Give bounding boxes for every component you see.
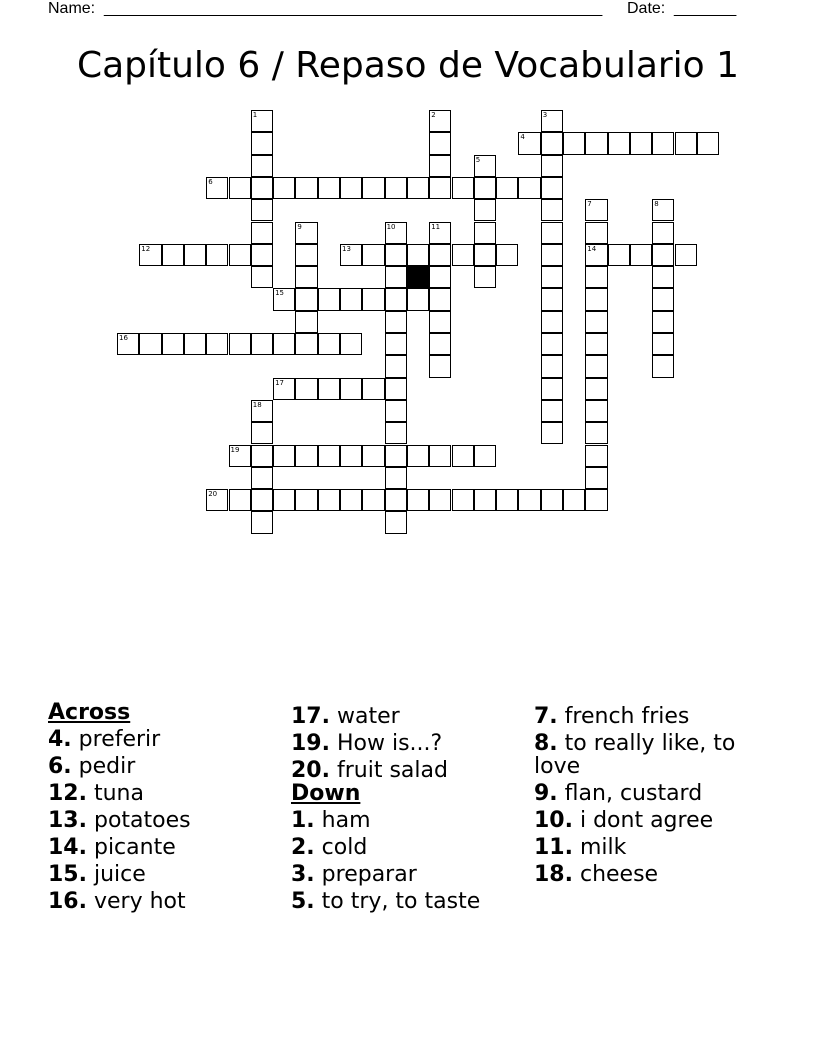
crossword-cell[interactable]: [340, 288, 362, 310]
crossword-cell[interactable]: [541, 155, 563, 177]
clue-text: french fries: [564, 704, 690, 729]
clues-column-2: [291, 701, 531, 913]
crossword-cell[interactable]: [652, 199, 674, 221]
clues-column-1: [48, 701, 288, 913]
crossword-cell[interactable]: [474, 266, 496, 288]
crossword-cell[interactable]: [407, 445, 429, 467]
crossword-cell[interactable]: [362, 378, 384, 400]
clue-text: preparar: [321, 862, 417, 887]
clue-number: 3: [542, 111, 548, 119]
crossword-cell[interactable]: [251, 489, 273, 511]
crossword-cell[interactable]: [585, 311, 607, 333]
crossword-cell[interactable]: [251, 155, 273, 177]
crossword-cell[interactable]: [585, 132, 607, 154]
clue-text: tuna: [93, 781, 144, 806]
crossword-cell[interactable]: [541, 110, 563, 132]
clue-item: [48, 728, 288, 751]
crossword-block: [407, 266, 429, 288]
clue-number: 13: [342, 244, 351, 253]
crossword-cell[interactable]: [541, 132, 563, 154]
crossword-cell[interactable]: [541, 355, 563, 377]
crossword-cell[interactable]: [630, 244, 652, 266]
crossword-cell[interactable]: [362, 445, 384, 467]
clue-text: pedir: [78, 754, 136, 779]
crossword-cell[interactable]: [385, 244, 407, 266]
crossword-cell[interactable]: [407, 288, 429, 310]
clue-number: 10: [386, 222, 396, 231]
crossword-cell[interactable]: [585, 333, 607, 355]
crossword-cell[interactable]: [184, 333, 206, 355]
name-field[interactable]: ________________________________________________________: [104, 0, 603, 17]
clue-number: 14: [587, 244, 597, 253]
crossword-cell[interactable]: [385, 177, 407, 199]
clue-number-label: 10.: [534, 808, 573, 833]
crossword-cell[interactable]: [362, 489, 384, 511]
clue-item: [291, 836, 531, 859]
crossword-cell[interactable]: [295, 445, 317, 467]
crossword-cell[interactable]: [541, 400, 563, 422]
crossword-cell[interactable]: [273, 378, 295, 400]
crossword-cell[interactable]: [362, 177, 384, 199]
clue-text: milk: [579, 835, 627, 860]
crossword-cell[interactable]: [407, 244, 429, 266]
crossword-cell[interactable]: [652, 288, 674, 310]
crossword-cell[interactable]: [585, 489, 607, 511]
clues-column-3: [534, 701, 774, 886]
crossword-cell[interactable]: [385, 422, 407, 444]
crossword-cell[interactable]: [251, 467, 273, 489]
clue-text: to try, to taste: [321, 889, 481, 914]
crossword-cell[interactable]: [452, 177, 474, 199]
crossword-cell[interactable]: [585, 244, 607, 266]
crossword-cell[interactable]: [385, 355, 407, 377]
crossword-cell[interactable]: [630, 132, 652, 154]
crossword-cell[interactable]: [162, 333, 184, 355]
crossword-cell[interactable]: [273, 177, 295, 199]
crossword-cell[interactable]: [385, 311, 407, 333]
crossword-cell[interactable]: [362, 288, 384, 310]
crossword-cell[interactable]: [541, 288, 563, 310]
crossword-cell[interactable]: [340, 244, 362, 266]
crossword-cell[interactable]: [340, 333, 362, 355]
crossword-cell[interactable]: [251, 445, 273, 467]
crossword-cell[interactable]: [251, 222, 273, 244]
clue-number-label: 7.: [534, 704, 558, 729]
clue-item: [291, 732, 531, 755]
crossword-cell[interactable]: [541, 422, 563, 444]
crossword-cell[interactable]: [429, 244, 451, 266]
crossword-cell[interactable]: [429, 445, 451, 467]
clue-number: 18: [252, 400, 262, 409]
crossword-cell[interactable]: [429, 489, 451, 511]
crossword-cell[interactable]: [518, 489, 540, 511]
clue-number-label: 3.: [291, 862, 315, 887]
crossword-cell[interactable]: [407, 177, 429, 199]
crossword-cell[interactable]: [585, 400, 607, 422]
clue-number-label: 20.: [291, 758, 330, 783]
crossword-cell[interactable]: [652, 311, 674, 333]
crossword-cell[interactable]: [295, 378, 317, 400]
crossword-cell[interactable]: [541, 177, 563, 199]
crossword-cell[interactable]: [318, 333, 340, 355]
clue-item: [48, 782, 288, 805]
crossword-cell[interactable]: [229, 333, 251, 355]
crossword-cell[interactable]: [585, 422, 607, 444]
crossword-cell[interactable]: [429, 266, 451, 288]
crossword-cell[interactable]: [251, 511, 273, 533]
crossword-cell[interactable]: [518, 177, 540, 199]
crossword-cell[interactable]: [496, 244, 518, 266]
crossword-cell[interactable]: [652, 333, 674, 355]
crossword-cell[interactable]: [229, 244, 251, 266]
crossword-cell[interactable]: [206, 489, 228, 511]
crossword-cell[interactable]: [385, 266, 407, 288]
crossword-cell[interactable]: [273, 288, 295, 310]
crossword-cell[interactable]: [385, 288, 407, 310]
clue-number-label: 2.: [291, 835, 315, 860]
crossword-cell[interactable]: [429, 155, 451, 177]
crossword-cell[interactable]: [429, 222, 451, 244]
crossword-cell[interactable]: [474, 445, 496, 467]
clue-number-label: 17.: [291, 704, 330, 729]
clue-number: 9: [297, 222, 302, 231]
crossword-cell[interactable]: [139, 244, 161, 266]
clue-text: flan, custard: [564, 781, 703, 806]
crossword-cell[interactable]: [318, 378, 340, 400]
crossword-cell[interactable]: [474, 244, 496, 266]
crossword-cell[interactable]: [541, 311, 563, 333]
clue-number: 2: [431, 111, 436, 119]
down-heading: Down: [291, 781, 361, 806]
crossword-cell[interactable]: [385, 511, 407, 533]
crossword-cell[interactable]: [340, 177, 362, 199]
crossword-cell[interactable]: [318, 288, 340, 310]
clue-text: picante: [93, 835, 176, 860]
date-label: Date:: [627, 0, 666, 17]
crossword-cell[interactable]: [541, 244, 563, 266]
clue-item: [48, 836, 288, 859]
clue-text: cold: [321, 835, 368, 860]
crossword-cell[interactable]: [429, 355, 451, 377]
crossword-cell[interactable]: [229, 177, 251, 199]
crossword-cell[interactable]: [697, 132, 719, 154]
clue-item: [291, 863, 531, 886]
clue-number-label: 14.: [48, 835, 87, 860]
crossword-cell[interactable]: [608, 244, 630, 266]
clue-text: ham: [321, 808, 371, 833]
crossword-cell[interactable]: [452, 244, 474, 266]
clue-text: fruit salad: [336, 758, 448, 783]
clue-number: 20: [208, 490, 218, 499]
crossword-cell[interactable]: [652, 355, 674, 377]
crossword-cell[interactable]: [563, 132, 585, 154]
crossword-cell[interactable]: [429, 110, 451, 132]
clue-item: [48, 890, 288, 913]
clue-item: [534, 863, 774, 886]
crossword-cell[interactable]: [362, 244, 384, 266]
crossword-cell[interactable]: [585, 222, 607, 244]
crossword-cell[interactable]: [608, 132, 630, 154]
crossword-cell[interactable]: [273, 333, 295, 355]
crossword-cell[interactable]: [251, 177, 273, 199]
crossword-cell[interactable]: [385, 222, 407, 244]
clue-number-label: 8.: [534, 731, 558, 756]
crossword-cell[interactable]: [585, 378, 607, 400]
crossword-cell[interactable]: [585, 467, 607, 489]
clue-text: cheese: [579, 862, 659, 887]
clue-number: 15: [275, 289, 285, 298]
crossword-cell[interactable]: [229, 445, 251, 467]
crossword-cell[interactable]: [474, 177, 496, 199]
clue-number-label: 18.: [534, 862, 573, 887]
clue-item: [534, 836, 774, 859]
clue-item: [534, 809, 774, 832]
crossword-cell[interactable]: [295, 489, 317, 511]
crossword-cell[interactable]: [295, 333, 317, 355]
crossword-cell[interactable]: [474, 155, 496, 177]
clue-number: 4: [520, 133, 525, 142]
clue-item: [534, 705, 774, 728]
clue-number-label: 6.: [48, 754, 72, 779]
crossword-cell[interactable]: [652, 244, 674, 266]
clue-number-label: 16.: [48, 889, 87, 914]
crossword-cell[interactable]: [139, 333, 161, 355]
crossword-cell[interactable]: [585, 266, 607, 288]
clue-text: very hot: [93, 889, 186, 914]
clue-number: 8: [654, 200, 659, 209]
crossword-cell[interactable]: [385, 467, 407, 489]
clue-text: potatoes: [93, 808, 191, 833]
crossword-cell[interactable]: [474, 222, 496, 244]
clue-item: [534, 732, 774, 778]
crossword-cell[interactable]: [407, 489, 429, 511]
clue-text: juice: [93, 862, 146, 887]
crossword-cell[interactable]: [318, 489, 340, 511]
crossword-cell[interactable]: [429, 288, 451, 310]
crossword-cell[interactable]: [429, 132, 451, 154]
crossword-cell[interactable]: [273, 445, 295, 467]
crossword-cell[interactable]: [318, 177, 340, 199]
clue-number-label: 9.: [534, 781, 558, 806]
clue-item: [534, 782, 774, 805]
clue-number: 11: [431, 222, 441, 231]
crossword-cell[interactable]: [541, 222, 563, 244]
clue-item: [291, 809, 531, 832]
clue-text: to really like, to love: [534, 731, 736, 779]
crossword-cell[interactable]: [295, 266, 317, 288]
clue-text: i dont agree: [579, 808, 714, 833]
clue-number: 5: [475, 155, 481, 164]
crossword-cell[interactable]: [251, 132, 273, 154]
clue-number: 17: [275, 378, 285, 387]
crossword-cell[interactable]: [251, 266, 273, 288]
crossword-cell[interactable]: [295, 177, 317, 199]
crossword-cell[interactable]: [340, 489, 362, 511]
crossword-cell[interactable]: [541, 266, 563, 288]
crossword-cell[interactable]: [251, 400, 273, 422]
crossword-cell[interactable]: [251, 333, 273, 355]
clue-item: [291, 759, 531, 782]
clue-number-label: 12.: [48, 781, 87, 806]
crossword-cell[interactable]: [385, 445, 407, 467]
clue-number-label: 4.: [48, 727, 72, 752]
clue-number-label: 13.: [48, 808, 87, 833]
crossword-cell[interactable]: [541, 489, 563, 511]
crossword-cell[interactable]: [541, 333, 563, 355]
crossword-cell[interactable]: [474, 489, 496, 511]
crossword-cell[interactable]: [496, 489, 518, 511]
crossword-cell[interactable]: [206, 244, 228, 266]
clue-text: How is...?: [336, 731, 443, 756]
crossword-cell[interactable]: [452, 489, 474, 511]
crossword-cell[interactable]: [340, 445, 362, 467]
clue-number: 19: [230, 445, 240, 454]
crossword-cell[interactable]: [429, 177, 451, 199]
clue-item: [48, 863, 288, 886]
clue-number-label: 11.: [534, 835, 573, 860]
clue-item: [48, 809, 288, 832]
crossword-cell[interactable]: [452, 445, 474, 467]
clue-item: [291, 890, 531, 913]
crossword-cell[interactable]: [385, 333, 407, 355]
crossword-cell[interactable]: [652, 132, 674, 154]
crossword-cell[interactable]: [295, 244, 317, 266]
page-title: Capítulo 6 / Repaso de Vocabulario 1: [76, 45, 740, 86]
crossword-cell[interactable]: [251, 422, 273, 444]
crossword-cell[interactable]: [652, 266, 674, 288]
crossword-cell[interactable]: [518, 132, 540, 154]
clue-number-label: 5.: [291, 889, 315, 914]
clue-text: water: [336, 704, 400, 729]
crossword-cell[interactable]: [585, 355, 607, 377]
crossword-cell[interactable]: [675, 132, 697, 154]
clue-number: 16: [119, 334, 128, 342]
crossword-cell[interactable]: [295, 222, 317, 244]
crossword-cell[interactable]: [675, 244, 697, 266]
across-heading: Across: [48, 700, 131, 725]
crossword-cell[interactable]: [429, 311, 451, 333]
crossword-cell[interactable]: [206, 333, 228, 355]
clue-text: preferir: [78, 727, 161, 752]
crossword-cell[interactable]: [585, 199, 607, 221]
crossword-cell[interactable]: [184, 244, 206, 266]
crossword-cell[interactable]: [474, 199, 496, 221]
clue-item: [48, 755, 288, 778]
crossword-cell[interactable]: [251, 110, 273, 132]
crossword-cell[interactable]: [206, 177, 228, 199]
crossword-cell[interactable]: [340, 378, 362, 400]
date-field[interactable]: _______: [674, 0, 737, 17]
crossword-cell[interactable]: [162, 244, 184, 266]
crossword-cell[interactable]: [585, 288, 607, 310]
clue-number: 12: [141, 244, 151, 253]
crossword-cell[interactable]: [429, 333, 451, 355]
crossword-cell[interactable]: [318, 445, 340, 467]
clue-number-label: 19.: [291, 731, 330, 756]
crossword-cell[interactable]: [295, 288, 317, 310]
crossword-cell[interactable]: [251, 199, 273, 221]
crossword-cell[interactable]: [295, 311, 317, 333]
name-label: Name:: [48, 0, 96, 17]
crossword-cell[interactable]: [585, 445, 607, 467]
crossword-cell[interactable]: [385, 378, 407, 400]
crossword-cell[interactable]: [496, 177, 518, 199]
clue-number: 1: [252, 111, 258, 119]
clue-number: 7: [587, 200, 592, 209]
clue-item: [291, 705, 531, 728]
clue-number: 6: [208, 177, 213, 186]
crossword-cell[interactable]: [385, 400, 407, 422]
crossword-cell[interactable]: [652, 222, 674, 244]
crossword-cell[interactable]: [541, 378, 563, 400]
crossword-cell[interactable]: [385, 489, 407, 511]
crossword-cell[interactable]: [563, 489, 585, 511]
crossword-cell[interactable]: [273, 489, 295, 511]
clue-number-label: 1.: [291, 808, 315, 833]
crossword-cell[interactable]: [117, 333, 139, 355]
crossword-cell[interactable]: [541, 199, 563, 221]
crossword-cell[interactable]: [251, 244, 273, 266]
clue-number-label: 15.: [48, 862, 87, 887]
crossword-cell[interactable]: [229, 489, 251, 511]
